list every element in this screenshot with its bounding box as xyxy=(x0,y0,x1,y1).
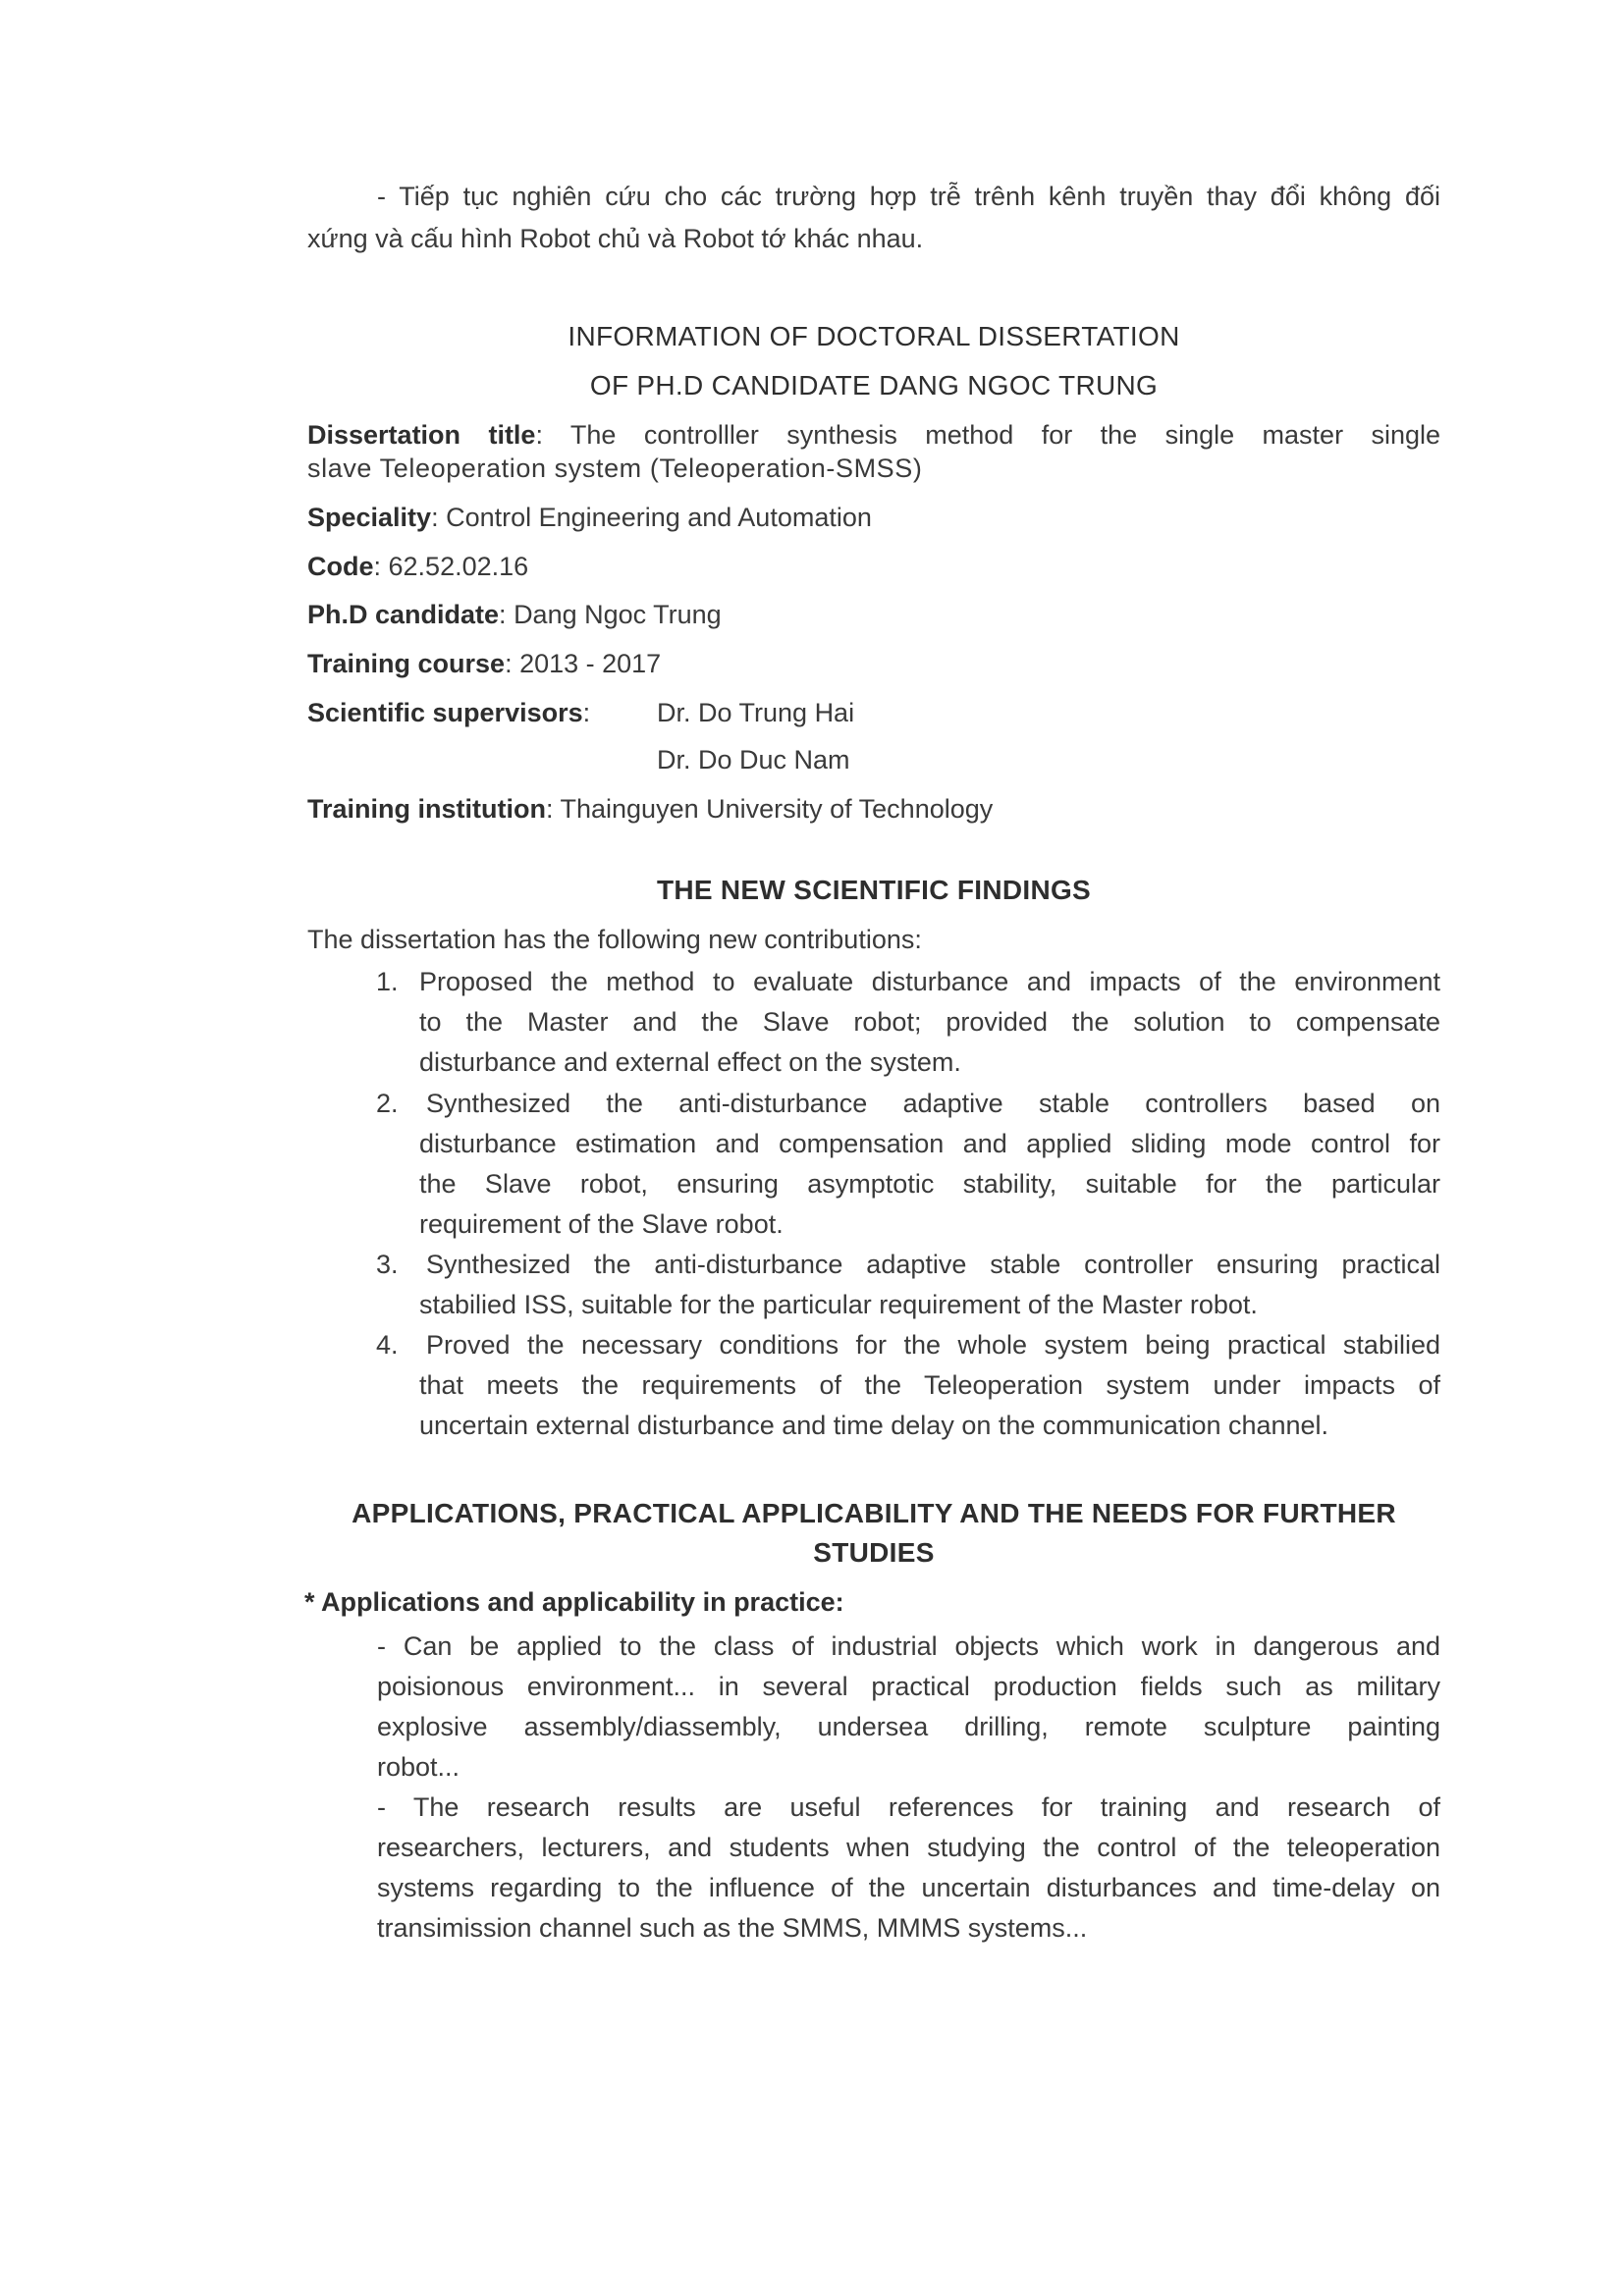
applications-line: explosive assembly/diassembly, undersea drilling, remote sculpture painting xyxy=(377,1712,1440,1741)
finding-line: disturbance estimation and compensation and applied sliding mode control for xyxy=(419,1129,1440,1158)
finding-line: disturbance and external effect on the system. xyxy=(419,1047,961,1077)
finding-number: 2. xyxy=(376,1089,399,1118)
info-heading: INFORMATION OF DOCTORAL DISSERTATION xyxy=(568,321,1180,351)
speciality-row: Speciality: Control Engineering and Automation xyxy=(307,503,872,532)
field-label: Training course xyxy=(307,649,506,678)
finding-line: Synthesized the anti-disturbance adaptive stable controllers based on xyxy=(426,1089,1440,1118)
applications-line: - Can be applied to the class of industrial objects which work in dangerous and xyxy=(377,1631,1440,1661)
supervisor-name: Dr. Do Duc Nam xyxy=(657,745,850,774)
supervisor-name: Dr. Do Trung Hai xyxy=(657,698,855,727)
field-label: Code xyxy=(307,552,374,581)
finding-number: 3. xyxy=(376,1250,399,1279)
applications-heading: STUDIES xyxy=(813,1537,935,1568)
applications-line: poisionous environment... in several practical production fields such as military xyxy=(377,1672,1440,1701)
field-value: Dang Ngoc Trung xyxy=(514,600,722,629)
finding-line: uncertain external disturbance and time delay on the communication channel. xyxy=(419,1411,1329,1440)
applications-line: researchers, lecturers, and students when studying the control of the teleoperation xyxy=(377,1833,1440,1862)
info-heading: OF PH.D CANDIDATE DANG NGOC TRUNG xyxy=(589,370,1159,400)
applications-line: - The research results are useful references for training and research of xyxy=(377,1792,1440,1822)
finding-number: 4. xyxy=(376,1330,399,1360)
field-value: The controlller synthesis method for the single master single xyxy=(569,420,1441,450)
field-label: Dissertation title xyxy=(307,420,536,450)
finding-line: that meets the requirements of the Teleoperation system under impacts of xyxy=(419,1370,1440,1400)
institution-row: Training institution: Thainguyen University of Technology xyxy=(307,794,994,824)
findings-intro: The dissertation has the following new contributions: xyxy=(307,925,922,954)
dissertation-title-line: slave Teleoperation system (Teleoperation-SMSS) xyxy=(307,454,923,483)
applications-line: systems regarding to the influence of the uncertain disturbances and time-delay on xyxy=(377,1873,1440,1902)
field-value: Control Engineering and Automation xyxy=(446,503,872,532)
applications-subheading: * Applications and applicability in practice: xyxy=(304,1587,844,1617)
field-value: Thainguyen University of Technology xyxy=(560,794,994,824)
finding-line: Synthesized the anti-disturbance adaptive stable controller ensuring practical xyxy=(426,1250,1440,1279)
field-label: Scientific supervisors xyxy=(307,698,583,727)
finding-line: Proved the necessary conditions for the whole system being practical stabilied xyxy=(426,1330,1440,1360)
supervisors-row: Scientific supervisors: xyxy=(307,698,591,727)
applications-heading: APPLICATIONS, PRACTICAL APPLICABILITY AND THE NEEDS FOR FURTHER xyxy=(352,1498,1396,1528)
dissertation-title-line: Dissertation title: The controlller synthesis method for the single master single xyxy=(307,420,1441,450)
findings-heading: THE NEW SCIENTIFIC FINDINGS xyxy=(656,875,1092,905)
intro-line: xứng và cấu hình Robot chủ và Robot tớ khác nhau. xyxy=(307,224,924,253)
course-row: Training course: 2013 - 2017 xyxy=(307,649,662,678)
field-value: 2013 - 2017 xyxy=(519,649,662,678)
finding-line: to the Master and the Slave robot; provided the solution to compensate xyxy=(419,1007,1440,1037)
field-value: 62.52.02.16 xyxy=(388,552,529,581)
candidate-row: Ph.D candidate: Dang Ngoc Trung xyxy=(307,600,722,629)
applications-line: robot... xyxy=(377,1752,460,1782)
finding-line: stabilied ISS, suitable for the particular requirement of the Master robot. xyxy=(419,1290,1258,1319)
field-label: Speciality xyxy=(307,503,432,532)
finding-number: 1. xyxy=(376,967,399,996)
field-label: Ph.D candidate xyxy=(307,600,500,629)
finding-line: Proposed the method to evaluate disturbance and impacts of the environment xyxy=(419,967,1440,996)
applications-line: transimission channel such as the SMMS, MMMS systems... xyxy=(377,1913,1088,1943)
finding-line: requirement of the Slave robot. xyxy=(419,1209,784,1239)
field-label: Training institution xyxy=(307,794,546,824)
finding-line: the Slave robot, ensuring asymptotic stability, suitable for the particular xyxy=(419,1169,1440,1199)
code-row: Code: 62.52.02.16 xyxy=(307,552,529,581)
intro-line: - Tiếp tục nghiên cứu cho các trường hợp trễ trênh kênh truyền thay đổi không đối xyxy=(377,182,1440,211)
